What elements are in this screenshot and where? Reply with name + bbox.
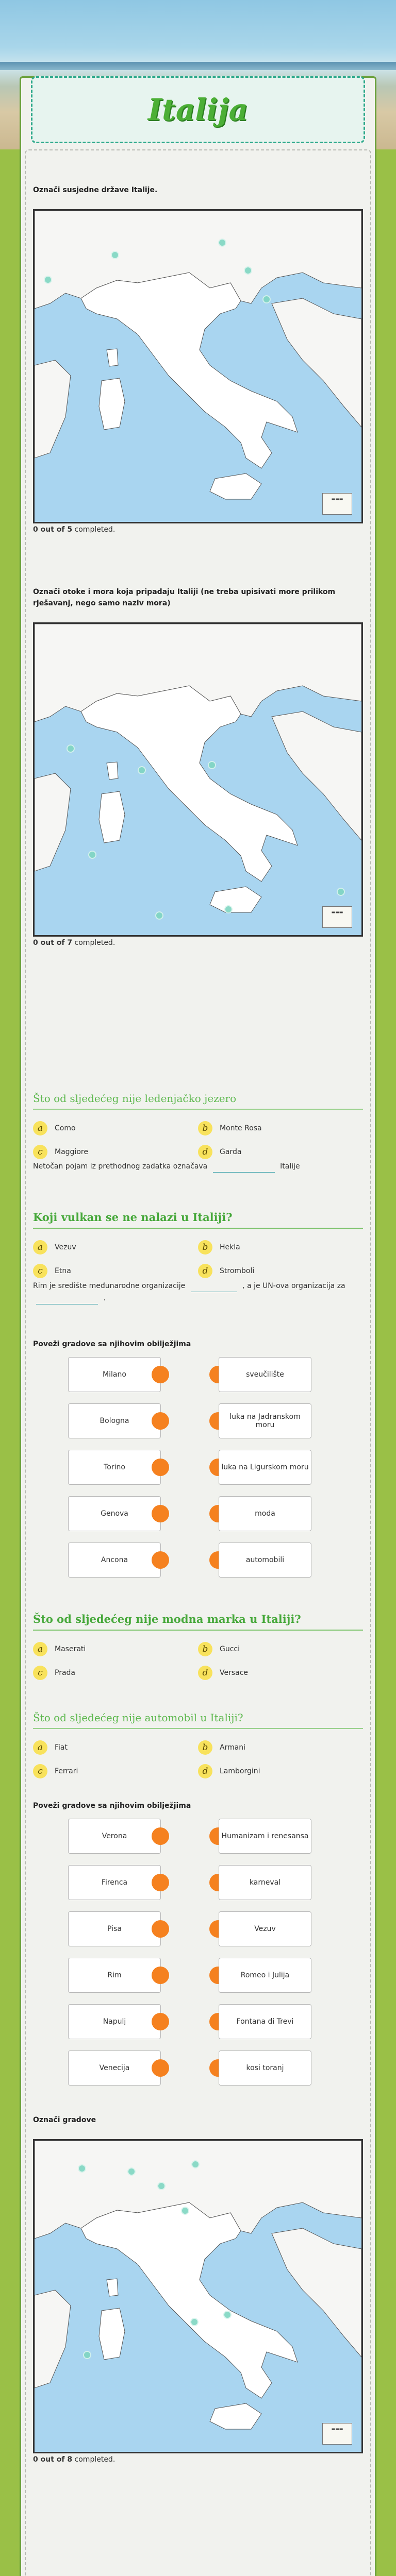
corsica-island	[107, 762, 118, 779]
match-item-left[interactable]: Firenca	[68, 1865, 161, 1900]
question-text: Označi susjedne države Italije.	[33, 186, 158, 194]
quiz-volcano	[33, 1211, 363, 1278]
option-label: Como	[55, 1124, 76, 1132]
option-d[interactable]	[198, 1666, 363, 1680]
option-letter-badge: c	[33, 1264, 47, 1278]
map-hotspot[interactable]	[111, 251, 119, 259]
progress-text: 0 out of 5 completed.	[33, 526, 116, 534]
option-letter-badge: d	[198, 1764, 212, 1778]
question-text: Označi otoke i mora koja pripadaju Italiji (ne treba upisivati more prilikom rješavanj, nego samo naziv mora)	[33, 588, 336, 607]
option-letter-badge: a	[33, 1121, 47, 1136]
match-item-left[interactable]: Torino	[68, 1450, 161, 1485]
match-row	[33, 1958, 363, 2004]
option-c[interactable]	[33, 1764, 198, 1778]
sicily-island	[210, 2403, 261, 2429]
match-connector-dot[interactable]	[152, 2013, 169, 2030]
option-letter-badge: b	[198, 1121, 212, 1136]
match-item-right[interactable]: automobili	[219, 1543, 311, 1578]
match-connector-dot[interactable]	[152, 1920, 169, 1938]
match-row	[33, 1911, 363, 1958]
title-banner	[31, 76, 365, 143]
match-item-right[interactable]: Fontana di Trevi	[219, 2004, 311, 2039]
fill-text: , a je UN-ova organizacija za	[242, 1282, 345, 1290]
quiz-fashion	[33, 1613, 363, 1680]
western-land	[35, 773, 71, 871]
fill-text: Rim je središte međunarodne organizacije	[33, 1282, 186, 1290]
match-row	[33, 1865, 363, 1911]
fill-blank-input[interactable]	[36, 1295, 98, 1304]
option-a[interactable]	[33, 1740, 198, 1755]
option-label: Vezuv	[55, 1243, 76, 1251]
map-scale: ▬▬▬	[322, 493, 352, 515]
match-item-left[interactable]: Napulj	[68, 2004, 161, 2039]
map-task-islands	[33, 586, 363, 947]
match-item-left[interactable]: Bologna	[68, 1403, 161, 1438]
option-letter-badge: c	[33, 1666, 47, 1680]
match-row	[33, 1543, 363, 1589]
question-text: Poveži gradove sa njihovim obilježjima	[33, 1802, 191, 1810]
match-row	[33, 1819, 363, 1865]
option-b[interactable]	[198, 1240, 363, 1255]
answer-options	[33, 1642, 363, 1680]
option-label: Etna	[55, 1267, 71, 1275]
quiz-lakes	[33, 1092, 363, 1159]
match-item-left[interactable]: Ancona	[68, 1543, 161, 1578]
option-c[interactable]	[33, 1145, 198, 1159]
balkan-land	[272, 711, 361, 840]
match-row	[33, 1403, 363, 1450]
italy-peninsula	[81, 686, 298, 882]
option-label: Prada	[55, 1669, 75, 1677]
match-connector-dot[interactable]	[152, 1551, 169, 1569]
match-item-right[interactable]: karneval	[219, 1865, 311, 1900]
match-item-right[interactable]: luka na Jadranskom moru	[219, 1403, 311, 1438]
balkan-land	[272, 298, 361, 427]
match-item-left[interactable]: Venecija	[68, 2050, 161, 2086]
option-letter-badge: b	[198, 1740, 212, 1755]
map-hotspot[interactable]	[88, 851, 96, 859]
map-hotspot[interactable]	[127, 2167, 136, 2176]
match-item-right[interactable]: Romeo i Julija	[219, 1958, 311, 1993]
answer-options	[33, 1121, 363, 1159]
option-d[interactable]	[198, 1145, 363, 1159]
option-letter-badge: d	[198, 1145, 212, 1159]
map-task-neighbours	[33, 184, 363, 534]
match-item-left[interactable]: Genova	[68, 1496, 161, 1531]
western-land	[35, 2290, 71, 2388]
match-row	[33, 2004, 363, 2050]
match-item-right[interactable]: luka na Ligurskom moru	[219, 1450, 311, 1485]
option-a[interactable]	[33, 1121, 198, 1136]
corsica-island	[107, 2279, 118, 2296]
fill-in-task	[33, 1160, 363, 1173]
map-hotspot[interactable]	[83, 2351, 91, 2359]
sicily-island	[210, 887, 261, 912]
match-connector-dot[interactable]	[152, 1366, 169, 1383]
map-outline	[35, 624, 361, 935]
option-label: Armani	[220, 1743, 246, 1752]
option-b[interactable]	[198, 1121, 363, 1136]
western-land	[35, 360, 71, 458]
option-d[interactable]	[198, 1764, 363, 1778]
map-outline	[35, 211, 361, 522]
match-item-left[interactable]: Pisa	[68, 1911, 161, 1946]
map-hotspot[interactable]	[157, 2182, 166, 2190]
match-grid	[33, 1357, 363, 1589]
map-hotspot[interactable]	[218, 239, 226, 247]
option-label: Maggiore	[55, 1148, 88, 1156]
option-b[interactable]	[198, 1740, 363, 1755]
match-connector-dot[interactable]	[152, 1459, 169, 1476]
option-letter-badge: a	[33, 1240, 47, 1255]
map-scale: ▬▬▬	[322, 2423, 352, 2445]
option-letter-badge: b	[198, 1642, 212, 1656]
match-item-left[interactable]: Milano	[68, 1357, 161, 1392]
option-b[interactable]	[198, 1642, 363, 1656]
match-item-right[interactable]: kosi toranj	[219, 2050, 311, 2086]
option-label: Stromboli	[220, 1267, 255, 1275]
option-a[interactable]	[33, 1642, 198, 1656]
fill-text: Netočan pojam iz prethodnog zadatka označava	[33, 1162, 208, 1171]
map-outline	[35, 2141, 361, 2452]
option-letter-badge: c	[33, 1764, 47, 1778]
question-text: Poveži gradove sa njihovim obilježjima	[33, 1340, 191, 1348]
matching-task-cities	[33, 1338, 363, 1589]
italy-map[interactable]	[33, 622, 363, 937]
option-label: Lamborgini	[220, 1767, 260, 1775]
match-grid	[33, 1819, 363, 2097]
option-letter-badge: b	[198, 1240, 212, 1255]
match-connector-dot[interactable]	[152, 2059, 169, 2077]
match-item-right[interactable]: moda	[219, 1496, 311, 1531]
italy-peninsula	[81, 2202, 298, 2398]
sardinia-island	[99, 791, 125, 843]
map-hotspot[interactable]	[191, 2160, 200, 2168]
map-hotspot[interactable]	[244, 266, 252, 275]
map-hotspot[interactable]	[224, 905, 233, 913]
match-row	[33, 2050, 363, 2097]
question-heading: Koji vulkan se ne nalazi u Italiji?	[33, 1211, 363, 1229]
match-item-right[interactable]: sveučilište	[219, 1357, 311, 1392]
fill-in-task-organization	[33, 1280, 363, 1304]
map-hotspot[interactable]	[44, 276, 52, 284]
option-letter-badge: d	[198, 1666, 212, 1680]
question-heading: Što od sljedećeg nije ledenjačko jezero	[33, 1092, 363, 1110]
match-connector-dot[interactable]	[152, 1505, 169, 1522]
fill-blank-input[interactable]	[191, 1283, 237, 1292]
option-label: Maserati	[55, 1645, 86, 1653]
map-hotspot[interactable]	[155, 911, 163, 920]
question-heading: Što od sljedećeg nije modna marka u Italiji?	[33, 1613, 363, 1631]
page-title: Italija	[147, 92, 249, 127]
map-hotspot[interactable]	[78, 2164, 86, 2173]
map-task-cities	[33, 2114, 363, 2464]
balkan-land	[272, 2228, 361, 2357]
sardinia-island	[99, 378, 125, 430]
match-row	[33, 1496, 363, 1543]
option-c[interactable]	[33, 1666, 198, 1680]
matching-task-landmarks	[33, 1800, 363, 2097]
map-hotspot[interactable]	[181, 2207, 189, 2215]
question-text: Označi gradove	[33, 2116, 96, 2124]
map-hotspot[interactable]	[223, 2311, 232, 2319]
map-hotspot[interactable]	[262, 295, 271, 303]
quiz-cars	[33, 1711, 363, 1778]
fill-text: .	[103, 1294, 106, 1302]
option-letter-badge: d	[198, 1264, 212, 1278]
option-label: Versace	[220, 1669, 249, 1677]
match-item-left[interactable]: Rim	[68, 1958, 161, 1993]
progress-text: 0 out of 8 completed.	[33, 2455, 116, 2464]
match-row	[33, 1357, 363, 1403]
map-hotspot[interactable]	[138, 766, 146, 774]
answer-options	[33, 1740, 363, 1778]
option-label: Hekla	[220, 1243, 240, 1251]
match-connector-dot[interactable]	[152, 1967, 169, 1984]
map-scale: ▬▬▬	[322, 906, 352, 928]
option-a[interactable]	[33, 1240, 198, 1255]
map-hotspot[interactable]	[208, 761, 216, 769]
match-item-left[interactable]: Verona	[68, 1819, 161, 1854]
italy-map[interactable]	[33, 209, 363, 523]
fill-blank-input[interactable]	[213, 1163, 275, 1173]
option-label: Gucci	[220, 1645, 240, 1653]
match-connector-dot[interactable]	[152, 1827, 169, 1845]
italy-map[interactable]	[33, 2139, 363, 2453]
map-hotspot[interactable]	[337, 888, 345, 896]
option-letter-badge: c	[33, 1145, 47, 1159]
map-hotspot[interactable]	[190, 2318, 199, 2326]
corsica-island	[107, 349, 118, 366]
option-letter-badge: a	[33, 1740, 47, 1755]
match-item-right[interactable]: Vezuv	[219, 1911, 311, 1946]
answer-options	[33, 1240, 363, 1278]
option-label: Garda	[220, 1148, 242, 1156]
sicily-island	[210, 473, 261, 499]
map-hotspot[interactable]	[67, 744, 75, 753]
option-c[interactable]	[33, 1264, 198, 1278]
question-heading: Što od sljedećeg nije automobil u Italiji?	[33, 1711, 363, 1729]
match-item-right[interactable]: Humanizam i renesansa	[219, 1819, 311, 1854]
match-connector-dot[interactable]	[152, 1412, 169, 1430]
fill-text: Italije	[280, 1162, 300, 1171]
match-row	[33, 1450, 363, 1496]
sardinia-island	[99, 2308, 125, 2360]
progress-text: 0 out of 7 completed.	[33, 939, 116, 947]
option-label: Ferrari	[55, 1767, 78, 1775]
option-d[interactable]	[198, 1264, 363, 1278]
match-connector-dot[interactable]	[152, 1874, 169, 1891]
option-letter-badge: a	[33, 1642, 47, 1656]
option-label: Monte Rosa	[220, 1124, 262, 1132]
option-label: Fiat	[55, 1743, 68, 1752]
